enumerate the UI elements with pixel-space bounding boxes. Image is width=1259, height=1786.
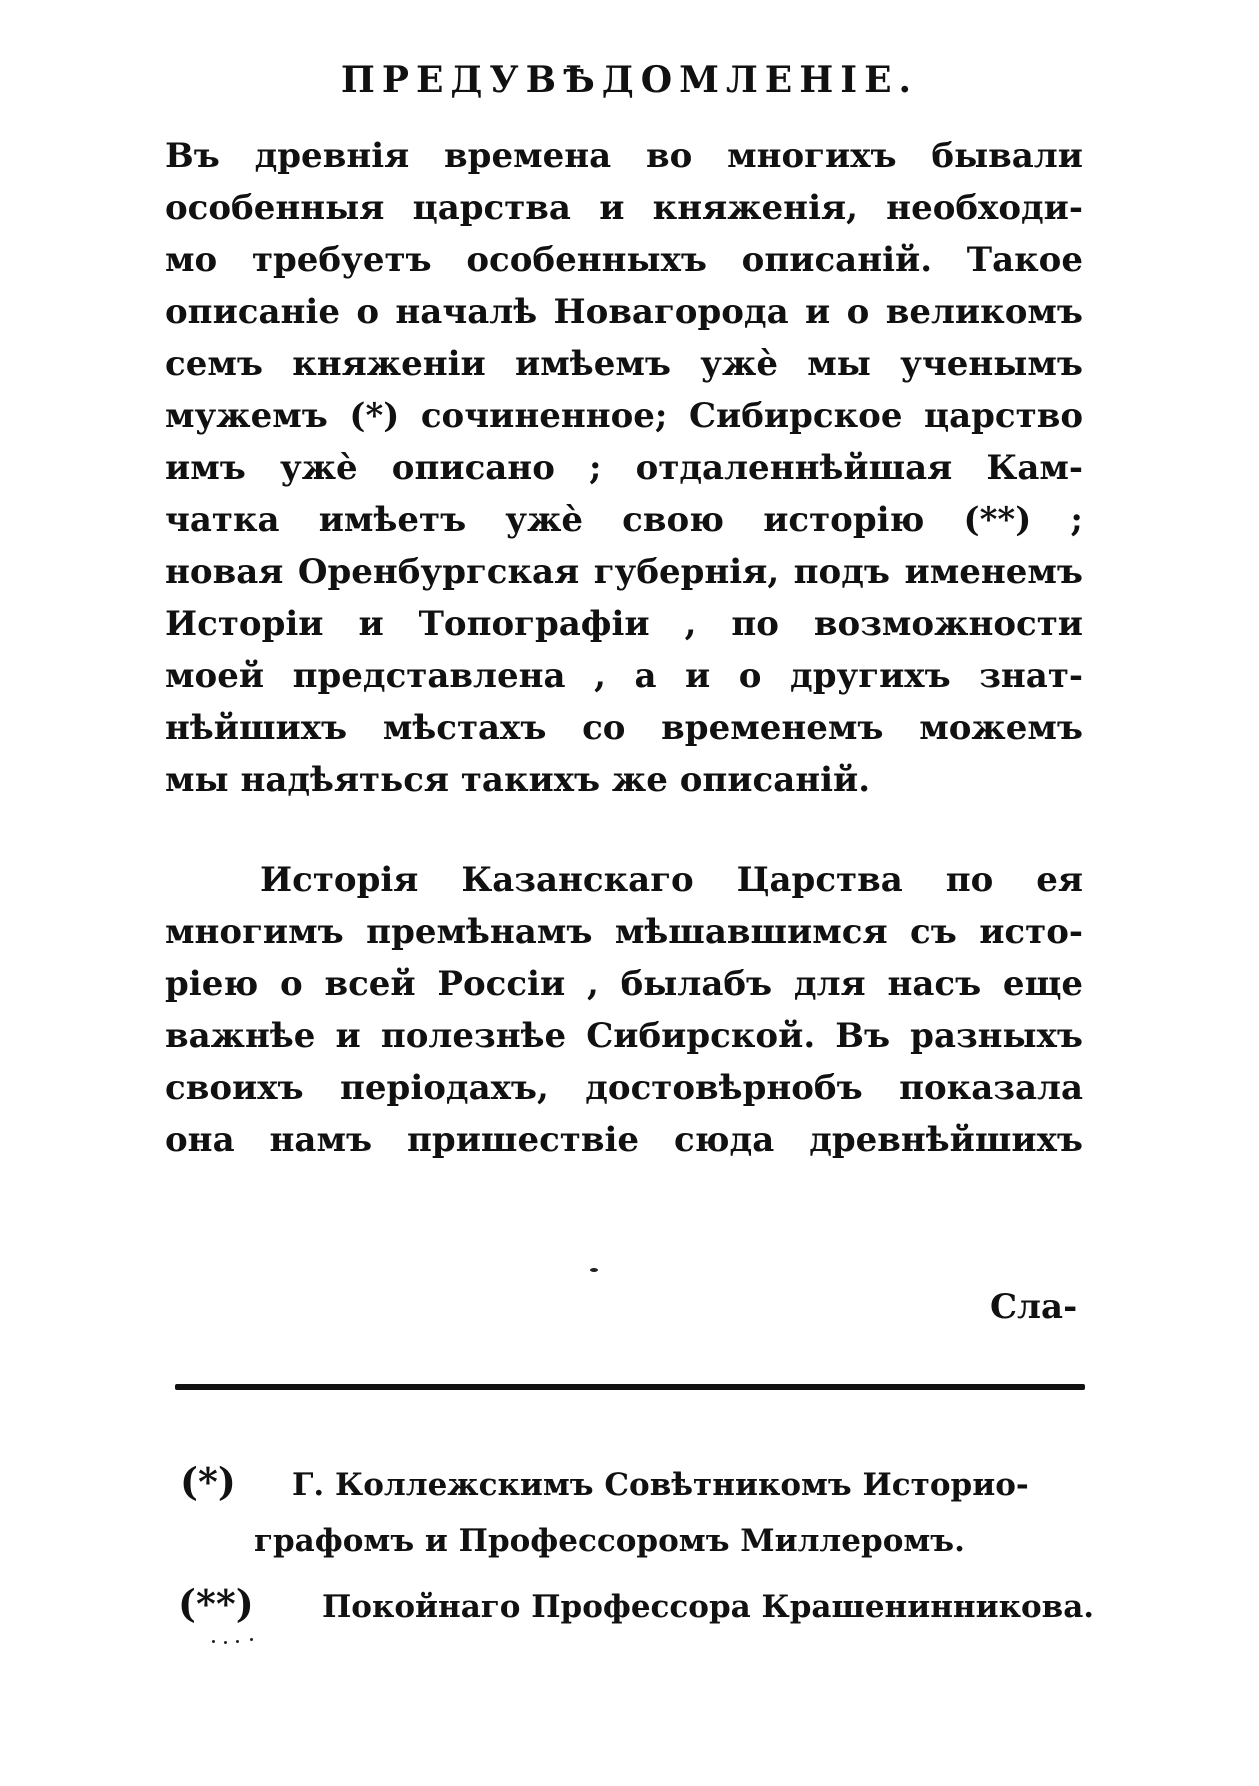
ink-speck [250,1638,253,1641]
text-line: Исторіи и Топографіи , по возможности [165,604,1083,644]
page-heading: ПРЕДУВѢДОМЛЕНІЕ. [340,59,919,101]
text-line: ріею о всей Россіи , былабъ для насъ еще [165,964,1083,1004]
text-line: особенныя царства и княженія, необходи- [165,188,1083,228]
footnote-mark: (*) [180,1459,236,1504]
ink-speck [212,1640,215,1643]
footnote-line: Покойнаго Профессора Крашенинникова. [322,1589,1095,1625]
text-line: чатка имѣетъ ужѐ свою исторію (**) ; [165,500,1083,540]
text-line: многимъ премѣнамъ мѣшавшимся съ исто- [165,912,1083,952]
text-line: мужемъ (*) сочиненное; Сибирское царство [165,396,1083,436]
text-line: имъ ужѐ описано ; отдаленнѣйшая Кам- [165,448,1083,488]
text-line: семъ княженіи имѣемъ ужѐ мы ученымъ [165,344,1083,384]
ink-speck [224,1641,227,1644]
text-line: описаніе о началѣ Новагорода и о великомъ [165,292,1083,332]
catchword: Сла- [990,1287,1078,1327]
text-line: она намъ пришествіе сюда древнѣйшихъ [165,1120,1083,1160]
ink-speck [590,1268,598,1272]
footnote-line: графомъ и Профессоромъ Миллеромъ. [254,1523,965,1559]
text-line: нѣйшихъ мѣстахъ со временемъ можемъ [165,708,1083,748]
ink-speck [236,1640,239,1643]
text-line: моей представлена , а и о другихъ знат- [165,656,1083,696]
footnote-mark: (**) [178,1581,254,1626]
text-line: Въ древнія времена во многихъ бывали [165,136,1083,176]
text-line: новая Оренбургская губернія, подъ именемъ [165,552,1083,592]
text-line: мы надѣяться такихъ же описаній. [165,760,871,800]
text-line: важнѣе и полезнѣе Сибирской. Въ разныхъ [165,1016,1083,1056]
text-line: своихъ періодахъ, достовѣрнобъ показала [165,1068,1083,1108]
footnote-rule [175,1384,1085,1390]
text-line: Исторія Казанскаго Царства по ея [260,860,1083,900]
text-line: мо требуетъ особенныхъ описаній. Такое [165,240,1083,280]
footnote-line: Г. Коллежскимъ Совѣтникомъ Историо- [292,1467,1029,1503]
